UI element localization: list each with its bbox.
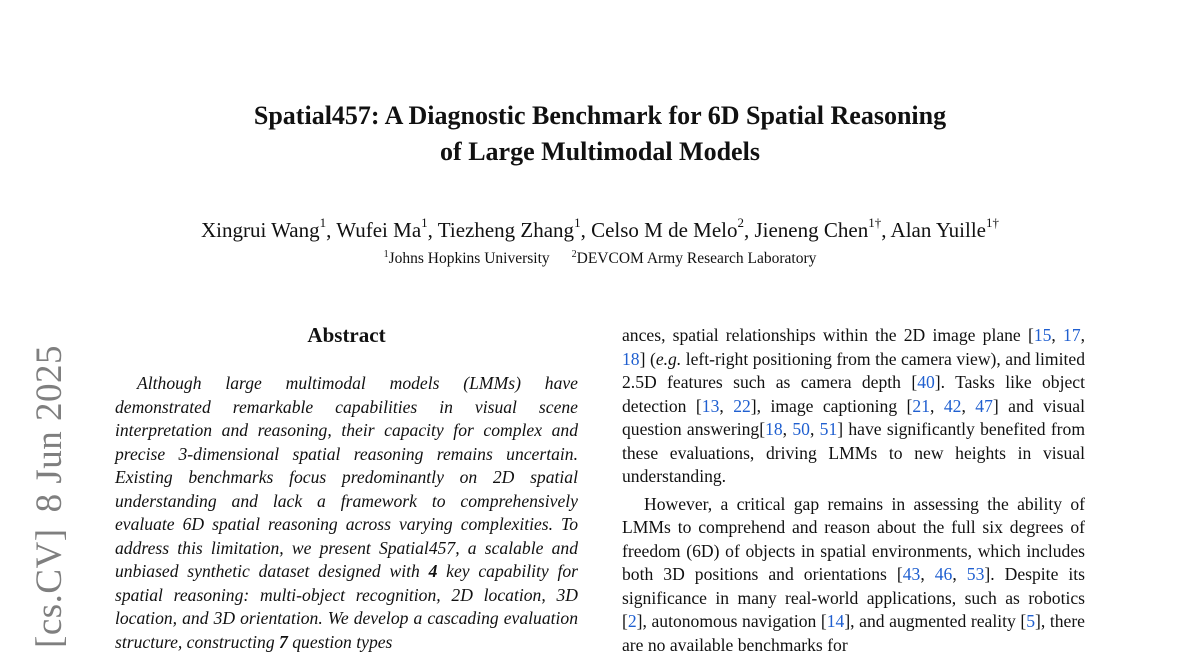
body-text: ,	[719, 396, 733, 416]
body-text: ], there are no available benchmarks for	[622, 611, 1085, 655]
author-name: Wufei Ma	[336, 218, 421, 242]
citation-link[interactable]: 53	[967, 564, 985, 584]
body-text: ], image captioning [	[751, 396, 913, 416]
body-text: ,	[1051, 325, 1063, 345]
body-text: ] (	[640, 349, 656, 369]
citation-link[interactable]: 5	[1026, 611, 1035, 631]
citation-link[interactable]: 15	[1034, 325, 1052, 345]
intro-paragraph-2	[622, 493, 1085, 657]
author-affil-mark: 1	[421, 215, 428, 230]
body-text: ,	[961, 396, 975, 416]
body-text: ,	[810, 419, 820, 439]
affiliation: DEVCOM Army Research Laboratory	[577, 250, 817, 267]
abstract-text: Although large multimodal models (LMMs) have demonstrated remarkable capabilities in visual scene interpretation and reasoning, their capacity for complex and precise 3-dimensional spatial reasoning remains uncertain. Existing benchmarks focus predominantly on 2D spatial understanding and lack a framework to comprehensively evaluate 6D spatial reasoning across varying complexities. To address this limitation, we present Spatial457, a scalable and unbiased synthetic dataset designed with	[115, 373, 578, 581]
intro-column	[622, 324, 1085, 657]
author-affil-mark: 1†	[986, 215, 999, 230]
title-line-2: of Large Multimodal Models	[0, 134, 1200, 170]
abstract-text: key capability for spatial reasoning: multi-object recognition, 2D location, 3D location, and 3D orientation. We develop a cascading evaluation structure, constructing	[115, 561, 578, 652]
citation-link[interactable]: 43	[903, 564, 921, 584]
citation-link[interactable]: 13	[702, 396, 720, 416]
body-text: left-right positioning from the camera view), and limited 2.5D features such as camera depth [	[622, 349, 1085, 393]
body-text: ances, spatial relationships within the 2D image plane [	[622, 325, 1034, 345]
author-name: Tiezheng Zhang	[438, 218, 574, 242]
body-text: ]. Tasks like object detection [	[622, 372, 1085, 416]
affil-mark: 1	[384, 249, 389, 260]
author-name: Celso M de Melo	[591, 218, 737, 242]
intro-paragraph-1	[622, 324, 1085, 489]
author-affil-mark: 1	[320, 215, 327, 230]
question-type-count: 7	[279, 632, 288, 652]
citation-link[interactable]: 47	[975, 396, 993, 416]
abstract-heading: Abstract	[115, 322, 578, 348]
body-text: ,	[952, 564, 966, 584]
body-text: ], and augmented reality [	[844, 611, 1026, 631]
author-name: Xingrui Wang	[201, 218, 320, 242]
affil-mark: 2	[572, 249, 577, 260]
citation-link[interactable]: 14	[827, 611, 845, 631]
citation-link[interactable]: 18	[622, 349, 640, 369]
citation-link[interactable]: 50	[792, 419, 810, 439]
body-text: ] have significantly benefited from these evaluations, driving LMMs to new heights in visual understanding.	[622, 419, 1085, 486]
arxiv-category: [cs.CV]	[29, 528, 70, 648]
body-text: ,	[1081, 325, 1085, 345]
affiliation: Johns Hopkins University	[389, 250, 550, 267]
author-list: Xingrui Wang$^1$, Wufei Ma$^1$, Tiezheng Zhang$^1$, Celso M de Melo$^2$, Jieneng Chen$^{1\dagger}$, Alan Yuille$^{1\dagger}$	[0, 210, 1200, 245]
body-text: ,	[930, 396, 944, 416]
capability-count: 4	[429, 561, 438, 581]
author-affil-mark: 1†	[868, 215, 881, 230]
author-affil-mark: 2	[737, 215, 744, 230]
citation-link[interactable]: 40	[917, 372, 935, 392]
affiliation-list	[0, 244, 1200, 270]
abstract-text: question types	[288, 632, 393, 652]
body-text: ,	[920, 564, 934, 584]
arxiv-stamp	[30, 345, 70, 648]
title-line-1: Spatial457: A Diagnostic Benchmark for 6D Spatial Reasoning	[0, 98, 1200, 134]
citation-link[interactable]: 51	[820, 419, 838, 439]
body-text: ], autonomous navigation [	[637, 611, 827, 631]
author-name: Jieneng Chen	[754, 218, 868, 242]
abstract-paragraph	[115, 372, 578, 654]
body-text: ]. Despite its significance in many real-world applications, such as robotics [	[622, 564, 1085, 631]
arxiv-date: 8 Jun 2025	[29, 345, 70, 512]
citation-link[interactable]: 2	[628, 611, 637, 631]
citation-link[interactable]: 17	[1063, 325, 1081, 345]
body-text: ] and visual question answering[	[622, 396, 1085, 440]
citation-link[interactable]: 22	[733, 396, 751, 416]
citation-link[interactable]: 46	[935, 564, 953, 584]
body-text: ,	[783, 419, 793, 439]
citation-link[interactable]: 18	[765, 419, 783, 439]
abstract-body	[115, 372, 578, 654]
citation-link[interactable]: 21	[912, 396, 930, 416]
body-text: However, a critical gap remains in assessing the ability of LMMs to comprehend and reason about the full six degrees of freedom (6D) of objects in spatial environments, which includes both 3D positions and orientations [	[622, 494, 1085, 585]
citation-link[interactable]: 42	[944, 396, 962, 416]
paper-title	[0, 98, 1200, 170]
author-affil-mark: 1	[574, 215, 581, 230]
author-name: Alan Yuille	[891, 218, 986, 242]
body-text-italic: e.g.	[656, 349, 681, 369]
